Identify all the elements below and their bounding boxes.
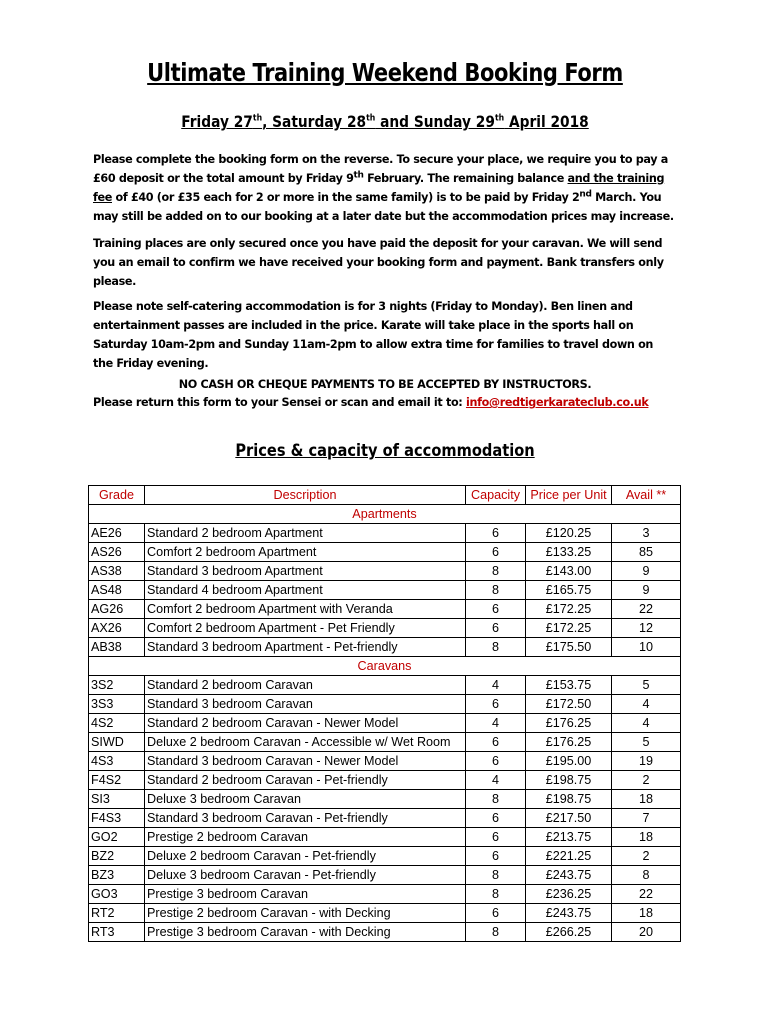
- grade-cell: F4S2: [89, 771, 145, 790]
- section-row: [89, 657, 681, 676]
- capacity-cell: 6: [466, 904, 526, 923]
- table-row: [89, 581, 681, 600]
- event-dates: [54, 112, 716, 131]
- accommodation-table: [88, 485, 681, 942]
- capacity-cell: 6: [466, 524, 526, 543]
- price-cell: £198.75: [526, 790, 612, 809]
- price-cell: £172.25: [526, 600, 612, 619]
- header-grade: Grade: [89, 486, 145, 505]
- dates-month-year: April 2018: [504, 112, 589, 131]
- prices-heading: Prices & capacity of accommodation: [235, 441, 535, 461]
- description-cell: Standard 3 bedroom Apartment - Pet-friendly: [145, 638, 466, 657]
- training-places-note: Training places are only secured once you have paid the deposit for your caravan. We will send you an email to confirm we have received your booking form and payment. Bank transfers only please.: [93, 237, 664, 288]
- table-row: [89, 809, 681, 828]
- table-row: [89, 847, 681, 866]
- dates-sunday: and Sunday 29: [375, 112, 495, 131]
- table-row: [89, 676, 681, 695]
- table-row: [89, 752, 681, 771]
- dates-sunday-sup: th: [494, 113, 505, 124]
- grade-cell: AG26: [89, 600, 145, 619]
- capacity-cell: 6: [466, 619, 526, 638]
- description-cell: Standard 3 bedroom Caravan - Newer Model: [145, 752, 466, 771]
- capacity-cell: 8: [466, 885, 526, 904]
- description-cell: Deluxe 3 bedroom Caravan: [145, 790, 466, 809]
- dates-saturday-sup: th: [366, 113, 376, 124]
- capacity-cell: 8: [466, 923, 526, 942]
- availability-cell: 4: [612, 714, 681, 733]
- description-cell: Comfort 2 bedroom Apartment - Pet Friendly: [145, 619, 466, 638]
- availability-cell: 20: [612, 923, 681, 942]
- price-cell: £195.00: [526, 752, 612, 771]
- header-availability: Avail **: [612, 486, 681, 505]
- table-body: [89, 505, 681, 942]
- grade-cell: GO3: [89, 885, 145, 904]
- dates-friday-sup: th: [252, 113, 263, 124]
- description-cell: Comfort 2 bedroom Apartment with Veranda: [145, 600, 466, 619]
- section-label: Caravans: [89, 657, 681, 676]
- price-cell: £221.25: [526, 847, 612, 866]
- table-row: [89, 619, 681, 638]
- price-cell: £176.25: [526, 733, 612, 752]
- description-cell: Deluxe 3 bedroom Caravan - Pet-friendly: [145, 866, 466, 885]
- table-row: [89, 885, 681, 904]
- price-cell: £133.25: [526, 543, 612, 562]
- capacity-cell: 6: [466, 752, 526, 771]
- form-title: Ultimate Training Weekend Booking Form: [147, 58, 623, 87]
- accommodation-note: Please note self-catering accommodation is for 3 nights (Friday to Monday). Ben linen and entertainment passes are included in the price. Karate will take place in the sports hall on Saturday 10am-2pm and Sunday 11am-2pm to allow extra time for families to travel down on the Friday evening.: [93, 300, 654, 370]
- capacity-cell: 6: [466, 695, 526, 714]
- price-cell: £165.75: [526, 581, 612, 600]
- availability-cell: 18: [612, 828, 681, 847]
- table-row: [89, 771, 681, 790]
- table-header-row: [89, 486, 681, 505]
- grade-cell: 3S3: [89, 695, 145, 714]
- grade-cell: AS38: [89, 562, 145, 581]
- price-cell: £243.75: [526, 866, 612, 885]
- payment-sup-c: nd: [579, 189, 592, 200]
- payment-sup-a: th: [353, 170, 364, 181]
- description-cell: Prestige 2 bedroom Caravan: [145, 828, 466, 847]
- table-row: [89, 543, 681, 562]
- description-cell: Standard 2 bedroom Caravan - Pet-friendly: [145, 771, 466, 790]
- grade-cell: SIWD: [89, 733, 145, 752]
- description-cell: Deluxe 2 bedroom Caravan - Accessible w/ Wet Room: [145, 733, 466, 752]
- payment-instructions: [93, 150, 675, 226]
- table-row: [89, 562, 681, 581]
- payment-text-b: February. The remaining balance: [363, 172, 568, 185]
- price-cell: £120.25: [526, 524, 612, 543]
- return-instructions: [93, 396, 648, 409]
- section-row: [89, 505, 681, 524]
- dates-saturday: , Saturday 28: [262, 112, 367, 131]
- table-row: [89, 866, 681, 885]
- price-cell: £175.50: [526, 638, 612, 657]
- table-row: [89, 600, 681, 619]
- table-row: [89, 524, 681, 543]
- dates-friday: Friday 27: [181, 112, 253, 131]
- price-cell: £213.75: [526, 828, 612, 847]
- description-cell: Standard 2 bedroom Caravan - Newer Model: [145, 714, 466, 733]
- availability-cell: 8: [612, 866, 681, 885]
- description-cell: Standard 2 bedroom Caravan: [145, 676, 466, 695]
- description-cell: Standard 3 bedroom Caravan - Pet-friendly: [145, 809, 466, 828]
- grade-cell: BZ3: [89, 866, 145, 885]
- grade-cell: F4S3: [89, 809, 145, 828]
- description-cell: Standard 3 bedroom Apartment: [145, 562, 466, 581]
- availability-cell: 2: [612, 771, 681, 790]
- capacity-cell: 6: [466, 600, 526, 619]
- header-description: Description: [145, 486, 466, 505]
- capacity-cell: 4: [466, 771, 526, 790]
- availability-cell: 12: [612, 619, 681, 638]
- capacity-cell: 6: [466, 543, 526, 562]
- header-price: Price per Unit: [526, 486, 612, 505]
- price-cell: £266.25: [526, 923, 612, 942]
- grade-cell: SI3: [89, 790, 145, 809]
- capacity-cell: 8: [466, 790, 526, 809]
- table-row: [89, 695, 681, 714]
- capacity-cell: 8: [466, 866, 526, 885]
- grade-cell: GO2: [89, 828, 145, 847]
- grade-cell: RT2: [89, 904, 145, 923]
- table-row: [89, 638, 681, 657]
- grade-cell: 3S2: [89, 676, 145, 695]
- availability-cell: 18: [612, 790, 681, 809]
- table-row: [89, 828, 681, 847]
- grade-cell: BZ2: [89, 847, 145, 866]
- capacity-cell: 8: [466, 581, 526, 600]
- table-row: [89, 923, 681, 942]
- section-label: Apartments: [89, 505, 681, 524]
- price-cell: £198.75: [526, 771, 612, 790]
- description-cell: Comfort 2 bedroom Apartment: [145, 543, 466, 562]
- price-cell: £176.25: [526, 714, 612, 733]
- availability-cell: 22: [612, 885, 681, 904]
- availability-cell: 4: [612, 695, 681, 714]
- capacity-cell: 6: [466, 828, 526, 847]
- price-cell: £217.50: [526, 809, 612, 828]
- grade-cell: AB38: [89, 638, 145, 657]
- table-row: [89, 904, 681, 923]
- capacity-cell: 6: [466, 847, 526, 866]
- capacity-cell: 8: [466, 638, 526, 657]
- description-cell: Prestige 3 bedroom Caravan: [145, 885, 466, 904]
- grade-cell: 4S2: [89, 714, 145, 733]
- description-cell: Deluxe 2 bedroom Caravan - Pet-friendly: [145, 847, 466, 866]
- description-cell: Prestige 2 bedroom Caravan - with Decking: [145, 904, 466, 923]
- description-cell: Prestige 3 bedroom Caravan - with Decking: [145, 923, 466, 942]
- payment-text-c: of £40 (or £35 each for 2 or more in the same family) is to be paid by Friday 2: [112, 191, 580, 204]
- availability-cell: 7: [612, 809, 681, 828]
- return-text: Please return this form to your Sensei or scan and email it to:: [93, 396, 466, 409]
- no-cash-notice: NO CASH OR CHEQUE PAYMENTS TO BE ACCEPTED BY INSTRUCTORS.: [178, 378, 592, 391]
- capacity-cell: 4: [466, 714, 526, 733]
- capacity-cell: 4: [466, 676, 526, 695]
- description-cell: Standard 2 bedroom Apartment: [145, 524, 466, 543]
- grade-cell: AE26: [89, 524, 145, 543]
- availability-cell: 3: [612, 524, 681, 543]
- grade-cell: AS26: [89, 543, 145, 562]
- table-row: [89, 714, 681, 733]
- capacity-cell: 8: [466, 562, 526, 581]
- price-cell: £172.25: [526, 619, 612, 638]
- availability-cell: 85: [612, 543, 681, 562]
- payment-text-underlined: and the training fee: [93, 172, 665, 204]
- price-cell: £172.50: [526, 695, 612, 714]
- availability-cell: 22: [612, 600, 681, 619]
- availability-cell: 5: [612, 676, 681, 695]
- price-cell: £153.75: [526, 676, 612, 695]
- description-cell: Standard 4 bedroom Apartment: [145, 581, 466, 600]
- availability-cell: 18: [612, 904, 681, 923]
- payment-text-a: Please complete the booking form on the reverse. To secure your place, we require you to pay a £60 deposit or the total amount by Friday 9: [93, 153, 668, 185]
- table-row: [89, 790, 681, 809]
- availability-cell: 2: [612, 847, 681, 866]
- availability-cell: 10: [612, 638, 681, 657]
- capacity-cell: 6: [466, 809, 526, 828]
- grade-cell: AS48: [89, 581, 145, 600]
- grade-cell: AX26: [89, 619, 145, 638]
- email-link[interactable]: info@redtigerkarateclub.co.uk: [465, 396, 649, 409]
- payment-text-d: March. You may still be added on to our booking at a later date but the accommodation prices may increase.: [93, 191, 674, 223]
- grade-cell: RT3: [89, 923, 145, 942]
- availability-cell: 5: [612, 733, 681, 752]
- header-capacity: Capacity: [466, 486, 526, 505]
- grade-cell: 4S3: [89, 752, 145, 771]
- availability-cell: 9: [612, 562, 681, 581]
- availability-cell: 9: [612, 581, 681, 600]
- price-cell: £243.75: [526, 904, 612, 923]
- price-cell: £143.00: [526, 562, 612, 581]
- description-cell: Standard 3 bedroom Caravan: [145, 695, 466, 714]
- table-row: [89, 733, 681, 752]
- price-cell: £236.25: [526, 885, 612, 904]
- capacity-cell: 6: [466, 733, 526, 752]
- availability-cell: 19: [612, 752, 681, 771]
